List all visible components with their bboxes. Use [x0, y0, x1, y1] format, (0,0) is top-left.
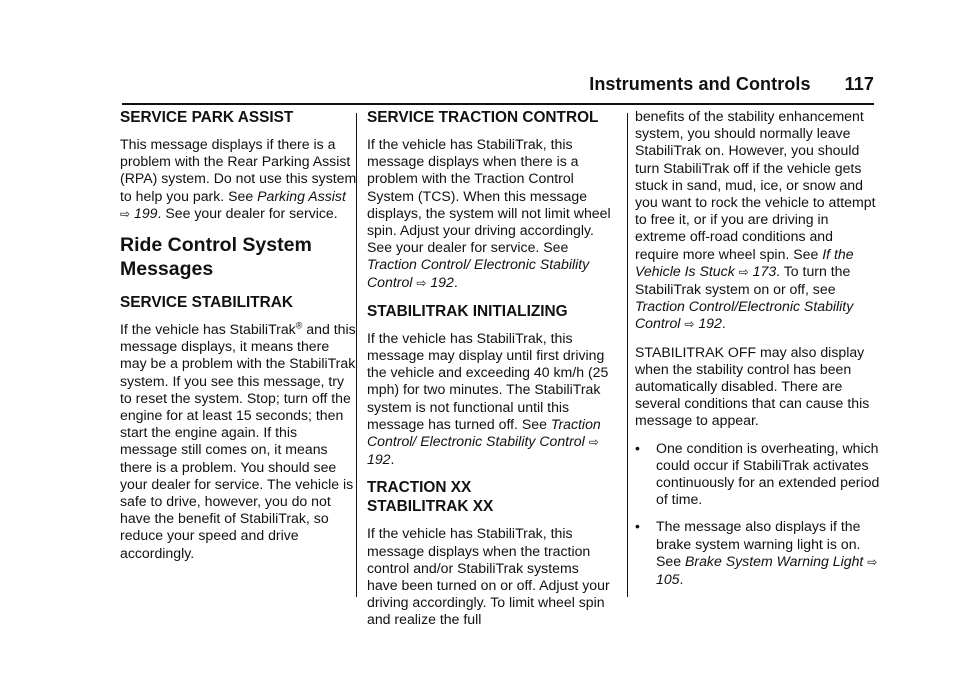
page-reference[interactable]: 199	[133, 204, 158, 221]
heading-service-park-assist: SERVICE PARK ASSIST	[120, 109, 294, 126]
paragraph: If the vehicle has StabiliTrak, this message displays when the traction control and/or StabiliTrak systems have been turned on or off. Adjust your driving accordingly. To limit wheel spin and realize the full	[367, 525, 610, 628]
page-reference[interactable]: 173	[752, 262, 777, 279]
cross-reference-link[interactable]: Brake System Warning Light	[685, 552, 864, 569]
page-reference[interactable]: 192	[367, 451, 391, 468]
registered-mark: ®	[295, 320, 303, 331]
column-divider	[627, 113, 628, 597]
paragraph: If the vehicle has StabiliTrak, this message displays when there is a problem with the Traction Control System (TCS). When this message displays, the system will not limit wheel spin. Adjust your driving accordingly. See your dealer for service. See Traction Control/ Electronic Stability Control ⇨ 192.	[367, 136, 611, 290]
paragraph: This message displays if there is a problem with the Rear Parking Assist (RPA) system. Do not use this system to help you park. See Parking Assist ⇨ 199. See your dealer for service.	[120, 136, 357, 221]
cross-reference-link[interactable]: Parking Assist	[257, 187, 346, 204]
bullet-item: • One condition is overheating, which could occur if StabiliTrak activates continuously for an extended period of time.	[635, 439, 880, 508]
heading-service-traction-control: SERVICE TRACTION CONTROL	[367, 109, 599, 126]
cross-reference-link[interactable]: Traction Control/ Electronic Stability Control	[367, 256, 590, 290]
page-number: 117	[844, 74, 874, 94]
page-ref-arrow-icon: ⇨	[416, 275, 427, 290]
page-header	[122, 74, 874, 105]
cross-reference-link[interactable]: If the Vehicle Is Stuck	[635, 245, 854, 279]
paragraph: benefits of the stability enhancement system, you should normally leave StabiliTrak on. However, you should turn StabiliTrak off if the vehicle gets stuck in sand, mud, ice, or snow and you want to rock the vehicle to attempt to free it, or if you are driving in extreme off-road conditions and require more wheel spin. See If the Vehicle Is Stuck ⇨ 173. To turn the StabiliTrak system on or off, see Traction Control/Electronic Stability Control ⇨ 192.	[635, 108, 876, 332]
heading-ride-control-system-messages: Ride Control System Messages	[120, 234, 312, 281]
section-title: Instruments and Controls	[589, 74, 811, 94]
page-ref-arrow-icon: ⇨	[588, 435, 599, 450]
page-reference[interactable]: 192	[698, 315, 722, 332]
bullet-icon: •	[635, 518, 640, 535]
column-1	[120, 108, 358, 572]
heading-service-stabilitrak: SERVICE STABILITRAK	[120, 294, 294, 312]
heading-traction-xx-stabilitrak-xx: TRACTION XX STABILITRAK XX	[367, 479, 494, 516]
bullet-item: • The message also displays if the brake system warning light is on. See Brake System Warning Light ⇨ 105.	[635, 518, 878, 588]
page-ref-arrow-icon: ⇨	[867, 554, 878, 569]
page-ref-arrow-icon: ⇨	[684, 317, 695, 332]
column-3	[635, 108, 880, 598]
cross-reference-link[interactable]: Traction Control/Electronic Stability Control	[635, 298, 854, 332]
paragraph: If the vehicle has StabiliTrak® and this message displays, it means there may be a problem with the StabiliTrak system. If you see this message, try to reset the system. Stop; turn off the engine for at least 15 seconds; then start the engine again. If this message still comes on, it means there is a problem. You should see your dealer for service. The vehicle is safe to drive, however, you do not have the benefit of StabiliTrak, so reduce your speed and drive accordingly.	[120, 320, 356, 561]
paragraph: If the vehicle has StabiliTrak, this message may display until first driving the vehicle and exceeding 40 km/h (25 mph) for two minutes. The StabiliTrak system is not functional until this message has turned off. See Traction Control/ Electronic Stability Control ⇨ 192.	[367, 329, 609, 468]
page-ref-arrow-icon: ⇨	[120, 206, 131, 221]
paragraph: STABILITRAK OFF may also display when the stability control has been automatically disabled. There are several conditions that can cause this message to appear.	[635, 343, 870, 429]
column-2	[367, 108, 612, 639]
page-reference[interactable]: 105	[656, 571, 680, 588]
page-reference[interactable]: 192	[430, 273, 454, 290]
heading-stabilitrak-initializing: STABILITRAK INITIALIZING	[367, 302, 568, 320]
bullet-icon: •	[635, 439, 640, 456]
cross-reference-link[interactable]: Traction Control/ Electronic Stability Control	[367, 415, 601, 450]
page-ref-arrow-icon: ⇨	[738, 264, 749, 279]
